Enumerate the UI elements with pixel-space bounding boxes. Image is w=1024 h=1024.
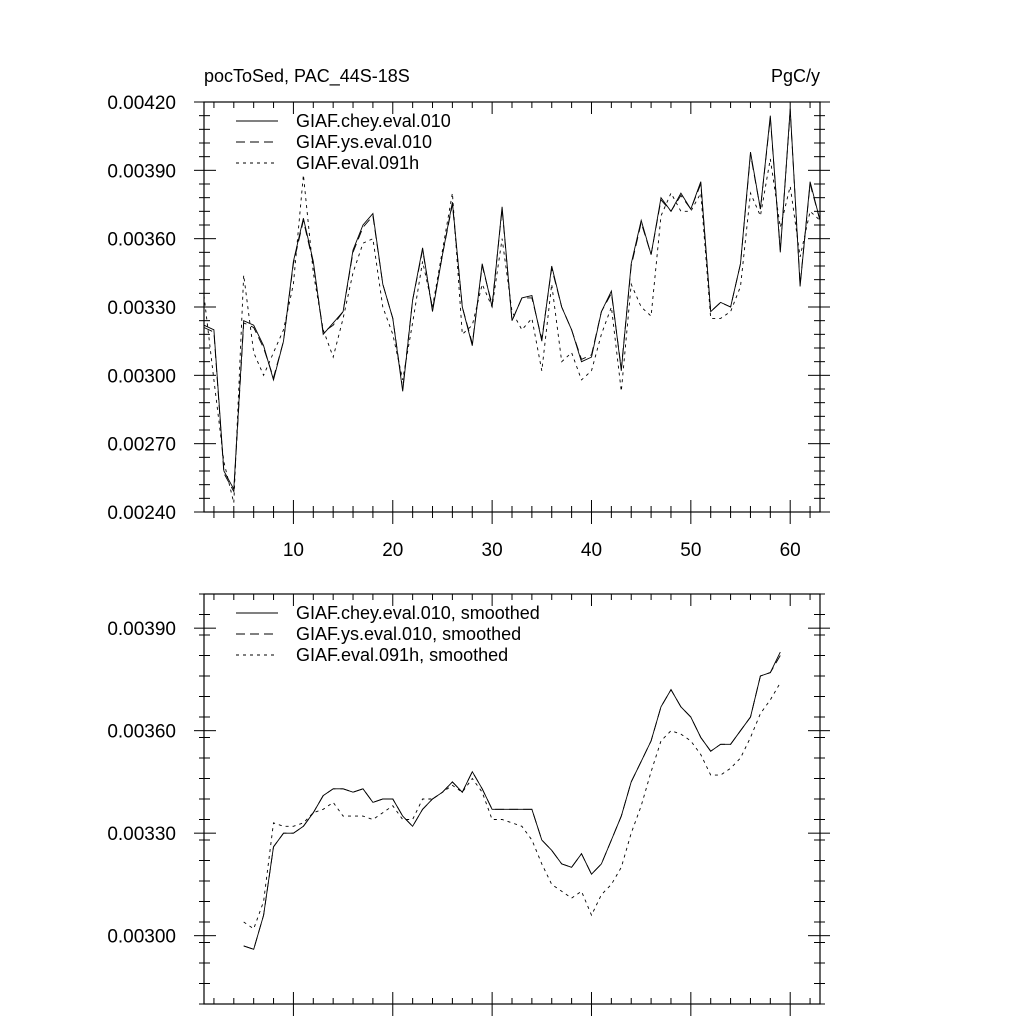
x-tick-label: 50 xyxy=(680,540,702,561)
legend-label: GIAF.eval.091h, smoothed xyxy=(296,645,509,665)
y-tick-label: 0.00240 xyxy=(107,503,176,524)
legend-label: GIAF.eval.091h xyxy=(296,153,420,173)
y-tick-label: 0.00300 xyxy=(107,366,176,388)
x-tick-label: 40 xyxy=(580,540,603,561)
y-tick-label: 0.00300 xyxy=(107,926,176,948)
legend-label: GIAF.chey.eval.010 xyxy=(296,111,451,131)
y-tick-label: 0.00360 xyxy=(107,229,176,251)
y-tick-label: 0.00330 xyxy=(107,298,176,319)
y-tick-label: 0.00330 xyxy=(107,824,176,846)
units-label: PgC/y xyxy=(770,66,820,86)
y-tick-label: 0.00390 xyxy=(107,619,176,641)
x-tick-label: 10 xyxy=(282,540,304,561)
legend-label: GIAF.ys.eval.010 xyxy=(296,132,433,152)
y-tick-label: 0.00390 xyxy=(107,161,176,183)
y-tick-label: 0.00420 xyxy=(107,93,176,114)
chart-title: pocToSed, PAC_44S-18S xyxy=(204,66,410,86)
legend-label: GIAF.chey.eval.010, smoothed xyxy=(296,603,540,623)
legend-label: GIAF.ys.eval.010, smoothed xyxy=(296,624,522,644)
x-tick-label: 20 xyxy=(382,540,404,561)
x-tick-label: 60 xyxy=(779,540,801,561)
x-tick-label: 30 xyxy=(481,540,503,561)
y-tick-label: 0.00360 xyxy=(107,721,176,743)
y-tick-label: 0.00270 xyxy=(107,434,176,456)
